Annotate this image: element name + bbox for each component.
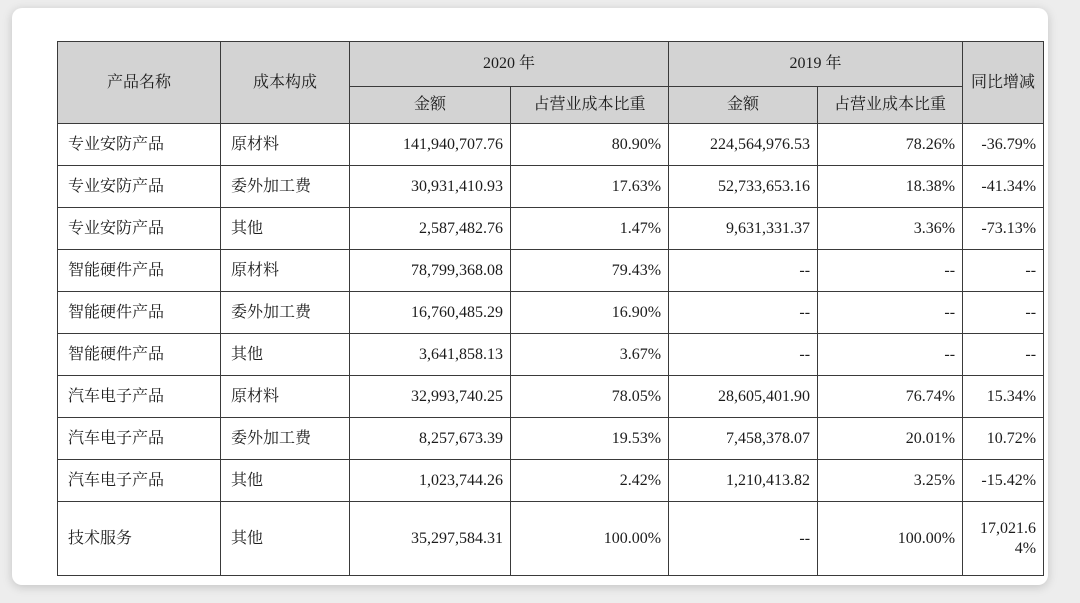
header-yoy-change: 同比增减 (963, 42, 1044, 124)
pct-2020-cell: 3.67% (511, 334, 669, 376)
pct-2019-cell: 78.26% (818, 124, 963, 166)
pct-2019-cell: -- (818, 334, 963, 376)
header-amount-2020: 金额 (350, 87, 511, 124)
table-row (58, 250, 1044, 292)
cost-item-cell: 其他 (221, 502, 350, 576)
header-product: 产品名称 (58, 42, 221, 124)
pct-2019-cell: 20.01% (818, 418, 963, 460)
pct-2019-cell: 3.36% (818, 208, 963, 250)
pct-2020-cell: 2.42% (511, 460, 669, 502)
header-year-2020: 2020 年 (350, 42, 669, 87)
amount-2019-cell: -- (669, 334, 818, 376)
product-cell: 专业安防产品 (58, 208, 221, 250)
product-cell: 智能硬件产品 (58, 250, 221, 292)
amount-2020-cell: 2,587,482.76 (350, 208, 511, 250)
table-row (58, 418, 1044, 460)
yoy-cell: -73.13% (963, 208, 1044, 250)
amount-2020-cell: 1,023,744.26 (350, 460, 511, 502)
pct-2019-cell: 18.38% (818, 166, 963, 208)
table-row (58, 124, 1044, 166)
document-card (12, 8, 1048, 585)
table-row (58, 334, 1044, 376)
pct-2020-cell: 78.05% (511, 376, 669, 418)
amount-2020-cell: 3,641,858.13 (350, 334, 511, 376)
pct-2020-cell: 17.63% (511, 166, 669, 208)
cost-item-cell: 其他 (221, 208, 350, 250)
cost-item-cell: 原材料 (221, 376, 350, 418)
amount-2020-cell: 141,940,707.76 (350, 124, 511, 166)
table-row (58, 292, 1044, 334)
pct-2020-cell: 100.00% (511, 502, 669, 576)
pct-2019-cell: -- (818, 250, 963, 292)
product-cell: 智能硬件产品 (58, 292, 221, 334)
table-row (58, 208, 1044, 250)
yoy-cell: 10.72% (963, 418, 1044, 460)
header-row-years (58, 42, 1044, 87)
product-cell: 汽车电子产品 (58, 418, 221, 460)
amount-2019-cell: 52,733,653.16 (669, 166, 818, 208)
table-row (58, 166, 1044, 208)
cost-item-cell: 委外加工费 (221, 292, 350, 334)
cost-item-cell: 其他 (221, 460, 350, 502)
amount-2019-cell: 7,458,378.07 (669, 418, 818, 460)
pct-2019-cell: 100.00% (818, 502, 963, 576)
product-cell: 专业安防产品 (58, 166, 221, 208)
pct-2020-cell: 19.53% (511, 418, 669, 460)
pct-2020-cell: 79.43% (511, 250, 669, 292)
amount-2020-cell: 35,297,584.31 (350, 502, 511, 576)
header-amount-2019: 金额 (669, 87, 818, 124)
amount-2019-cell: -- (669, 502, 818, 576)
header-cost-item: 成本构成 (221, 42, 350, 124)
cost-composition-table (57, 41, 1044, 576)
cost-item-cell: 原材料 (221, 250, 350, 292)
amount-2019-cell: 1,210,413.82 (669, 460, 818, 502)
pct-2019-cell: 3.25% (818, 460, 963, 502)
yoy-cell: -- (963, 334, 1044, 376)
cost-item-cell: 原材料 (221, 124, 350, 166)
product-cell: 汽车电子产品 (58, 460, 221, 502)
yoy-cell: -41.34% (963, 166, 1044, 208)
amount-2020-cell: 8,257,673.39 (350, 418, 511, 460)
amount-2019-cell: 9,631,331.37 (669, 208, 818, 250)
pct-2019-cell: 76.74% (818, 376, 963, 418)
pct-2020-cell: 16.90% (511, 292, 669, 334)
cost-item-cell: 委外加工费 (221, 166, 350, 208)
pct-2020-cell: 80.90% (511, 124, 669, 166)
amount-2019-cell: 224,564,976.53 (669, 124, 818, 166)
product-cell: 汽车电子产品 (58, 376, 221, 418)
yoy-cell: 15.34% (963, 376, 1044, 418)
header-pct-2019: 占营业成本比重 (818, 87, 963, 124)
header-pct-2020: 占营业成本比重 (511, 87, 669, 124)
pct-2019-cell: -- (818, 292, 963, 334)
amount-2019-cell: -- (669, 250, 818, 292)
product-cell: 专业安防产品 (58, 124, 221, 166)
amount-2019-cell: 28,605,401.90 (669, 376, 818, 418)
amount-2019-cell: -- (669, 292, 818, 334)
pct-2020-cell: 1.47% (511, 208, 669, 250)
product-cell: 技术服务 (58, 502, 221, 576)
product-cell: 智能硬件产品 (58, 334, 221, 376)
yoy-cell: -- (963, 250, 1044, 292)
header-year-2019: 2019 年 (669, 42, 963, 87)
yoy-cell: -- (963, 292, 1044, 334)
yoy-cell: -36.79% (963, 124, 1044, 166)
yoy-cell: -15.42% (963, 460, 1044, 502)
table-row (58, 376, 1044, 418)
amount-2020-cell: 30,931,410.93 (350, 166, 511, 208)
yoy-cell: 17,021.64% (963, 502, 1044, 576)
table-row (58, 502, 1044, 576)
amount-2020-cell: 78,799,368.08 (350, 250, 511, 292)
amount-2020-cell: 16,760,485.29 (350, 292, 511, 334)
table-row (58, 460, 1044, 502)
cost-item-cell: 委外加工费 (221, 418, 350, 460)
amount-2020-cell: 32,993,740.25 (350, 376, 511, 418)
cost-item-cell: 其他 (221, 334, 350, 376)
